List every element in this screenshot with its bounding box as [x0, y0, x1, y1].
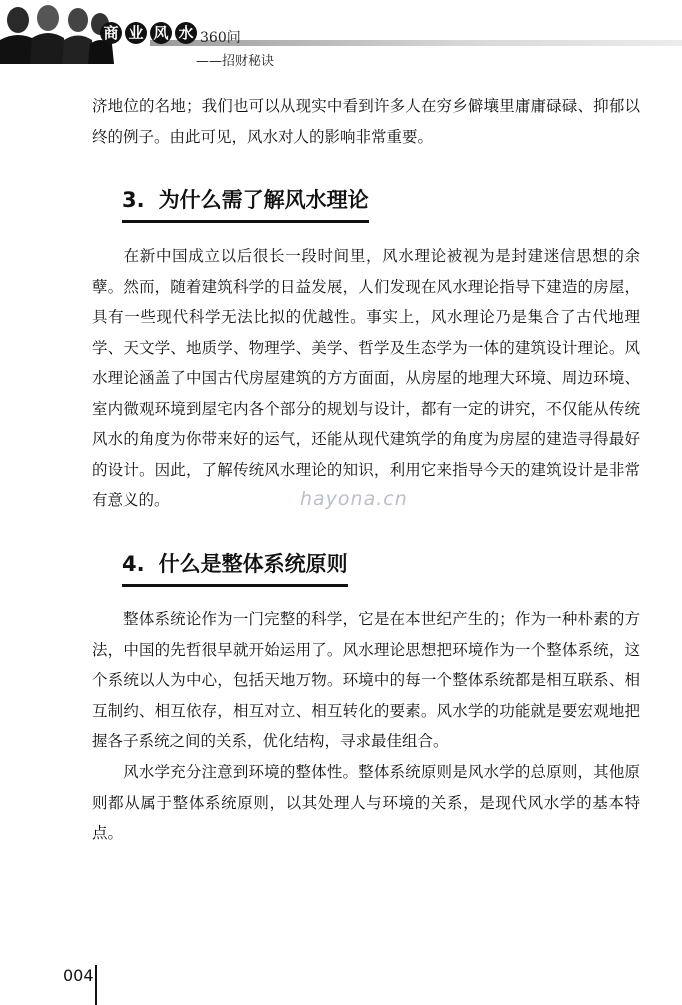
title-badge: 水	[175, 22, 197, 44]
paragraph-text: 整体系统论作为一门完整的科学，它是在本世纪产生的；作为一种朴素的方法，中国的先哲很早就开始运用了。风水理论思想把环境作为一个整体系统，这个系统以人为中心，包括天地万物。环境中的每一个整体系统都是相互联系、相互制约、相互依存，相互对立、相互转化的要素。风水学的功能就是要宏观地把握各子系统之间的关系，优化结构，寻求最佳组合。	[92, 610, 640, 750]
section-number: 4.	[122, 552, 145, 576]
series-number: 360问	[200, 30, 241, 46]
section-heading-4	[122, 548, 348, 587]
paragraph-text: 在新中国成立以后很长一段时间里，风水理论被视为是封建迷信思想的余孽。然而，随着建筑科学的日益发展，人们发现在风水理论指导下建造的房屋，具有一些现代科学无法比拟的优越性。事实上，风水理论乃是集合了古代地理学、天文学、地质学、物理学、美学、哲学及生态学为一体的建筑设计理论。风水理论涵盖了中国古代房屋建筑的方方面面，从房屋的地理大环境、周边环境、室内微观环境到屋宅内各个部分的规划与设计，都有一定的讲究，不仅能从传统风水的角度为你带来好的运气，还能从现代建筑学的角度为房屋的建造寻得最好的设计。因此，了解传统风水理论的知识，利用它来指导今天的建筑设计是非常有意义的。	[92, 247, 640, 509]
watermark-text: hayona.cn	[300, 488, 408, 510]
section-heading-3	[122, 184, 369, 223]
paragraph-section-3	[92, 241, 640, 516]
series-title	[100, 22, 197, 44]
section-title: 为什么需了解风水理论	[158, 188, 369, 212]
title-badge: 业	[125, 22, 147, 44]
paragraph-section-4-b	[92, 757, 640, 849]
title-badge: 商	[100, 22, 122, 44]
paragraph-continuation: 济地位的名地；我们也可以从现实中看到许多人在穷乡僻壤里庸庸碌碌、抑郁以终的例子。由此可见，风水对人的影响非常重要。	[92, 97, 640, 146]
series-subtitle: ——招财秘诀	[196, 54, 275, 69]
page-number-rule	[95, 965, 97, 1005]
paragraph-section-4-a	[92, 604, 640, 757]
page-header	[0, 0, 682, 70]
title-badge: 风	[150, 22, 172, 44]
page-number: 004	[63, 966, 94, 985]
paragraph-text: 风水学充分注意到环境的整体性。整体系统原则是风水学的总原则，其他原则都从属于整体系统原则，以其处理人与环境的关系，是现代风水学的基本特点。	[92, 763, 640, 842]
section-number: 3.	[122, 188, 145, 212]
section-title: 什么是整体系统原则	[158, 552, 348, 576]
